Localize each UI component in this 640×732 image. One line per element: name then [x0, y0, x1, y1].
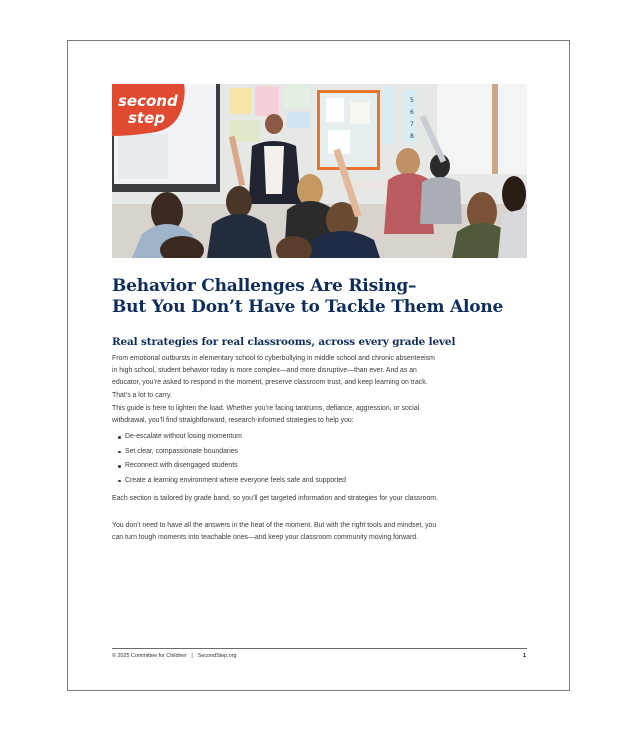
svg-text:7: 7	[410, 121, 414, 128]
footer-divider	[112, 648, 527, 649]
list-item: Set clear, compassionate boundaries	[112, 445, 442, 460]
svg-text:5: 5	[410, 97, 414, 104]
logo-text-line2: step	[128, 109, 166, 127]
svg-text:6: 6	[410, 109, 414, 116]
classroom-photo	[112, 84, 527, 258]
footer-separator: |	[191, 653, 193, 659]
title-line-1: Behavior Challenges Are Rising–	[112, 276, 417, 296]
svg-text:8: 8	[410, 133, 414, 140]
intro-paragraph: From emotional outbursts in elementary school to cyberbullying in middle school and chronic absenteeism in high school, student behavior today is more complex—and more disruptive—than ever. And as an educator, you’re asked to respond in the moment, preserve classroom trust, and keep learning on track. That’s a lot to carry.	[112, 355, 435, 399]
grade-band-paragraph: Each section is tailored by grade band, so you’ll get targeted information and strategies for your classroom.	[112, 495, 438, 502]
closing-paragraph: You don’t need to have all the answers in the heat of the moment. But with the right tools and mindset, you can turn tough moments into teachable ones—and keep your classroom community moving forward.	[112, 522, 437, 542]
title-line-2: But You Don’t Have to Tackle Them Alone	[112, 297, 504, 317]
website-link[interactable]: SecondStep.org	[197, 653, 237, 659]
logo-text-line1: second	[118, 92, 178, 110]
list-item: De-escalate without losing momentum	[112, 430, 442, 445]
list-item: Create a learning environment where everyone feels safe and supported	[112, 474, 442, 489]
copyright-text: © 2025 Committee for Children	[112, 653, 187, 659]
guide-paragraph: This guide is here to lighten the load. Whether you’re facing tantrums, defiance, aggression, or social withdrawal, you’ll find straightforward, research-informed strategies to help you:	[112, 405, 420, 425]
page-title	[112, 276, 532, 318]
page-number: 1	[523, 653, 527, 659]
strategy-list	[112, 430, 442, 488]
list-item: Reconnect with disengaged students	[112, 459, 442, 474]
hero-image	[112, 84, 527, 258]
footer-info	[112, 653, 236, 659]
section-subtitle: Real strategies for real classrooms, across every grade level	[112, 336, 456, 348]
